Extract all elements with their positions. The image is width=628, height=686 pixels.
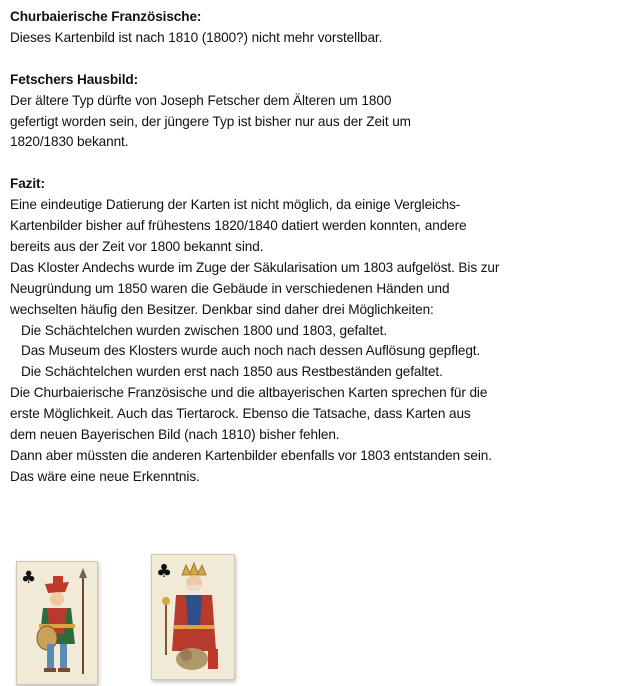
paragraph-line: Das Kloster Andechs wurde im Zuge der Säkularisation um 1803 aufgelöst. Bis zur	[10, 259, 500, 275]
paragraph-line: gefertigt worden sein, der jüngere Typ ist bisher nur aus der Zeit um	[10, 113, 411, 129]
option-line: Die Schächtelchen wurden zwischen 1800 und 1803, gefaltet.	[21, 322, 388, 338]
paragraph-line: dem neuen Bayerischen Bild (nach 1810) bisher fehlen.	[10, 427, 340, 443]
paragraph-line: Eine eindeutige Datierung der Karten ist nicht möglich, da einige Vergleichs-	[10, 197, 461, 213]
paragraph-line: 1820/1830 bekannt.	[10, 134, 129, 150]
paragraph-line: Dieses Kartenbild ist nach 1810 (1800?) nicht mehr vorstellbar.	[10, 29, 383, 45]
section-heading-churbaierische: Churbaierische Französische:	[10, 9, 202, 24]
paragraph-line: Dann aber müssten die anderen Kartenbilder ebenfalls vor 1803 entstanden sein.	[10, 448, 492, 463]
section-heading-fetscher: Fetschers Hausbild:	[10, 71, 139, 87]
king-of-clubs-illustration	[152, 555, 234, 679]
option-line: Die Schächtelchen wurden erst nach 1850 aus Restbeständen gefaltet.	[21, 364, 443, 380]
paragraph-line: wechselten häufig den Besitzer. Denkbar sind daher drei Möglichkeiten:	[10, 301, 434, 317]
jack-of-clubs-card	[16, 561, 98, 685]
paragraph-line: Der ältere Typ dürfte von Joseph Fetscher dem Älteren um 1800	[10, 92, 392, 108]
paragraph-line: bereits aus der Zeit vor 1800 bekannt sind.	[10, 238, 264, 254]
option-line: Das Museum des Klosters wurde auch noch nach dessen Auflösung gepflegt.	[21, 343, 481, 359]
paragraph-line: Die Churbaierische Französische und die altbayerischen Karten sprechen für die	[10, 385, 488, 401]
club-suit-icon: ♣	[156, 561, 173, 582]
king-of-clubs-card	[151, 554, 235, 680]
document-body	[10, 7, 620, 488]
paragraph-line: Das wäre eine neue Erkenntnis.	[10, 468, 200, 484]
paragraph-line: erste Möglichkeit. Auch das Tiertarock. Ebenso die Tatsache, dass Karten aus	[10, 406, 471, 422]
paragraph-line: Neugründung um 1850 waren die Gebäude in verschiedenen Händen und	[10, 280, 450, 296]
club-suit-icon: ♣	[21, 568, 37, 588]
paragraph-line: Kartenbilder bisher auf frühestens 1820/1840 datiert werden konnten, andere	[10, 218, 467, 234]
jack-of-clubs-illustration	[17, 562, 97, 684]
section-heading-fazit: Fazit:	[10, 176, 45, 192]
